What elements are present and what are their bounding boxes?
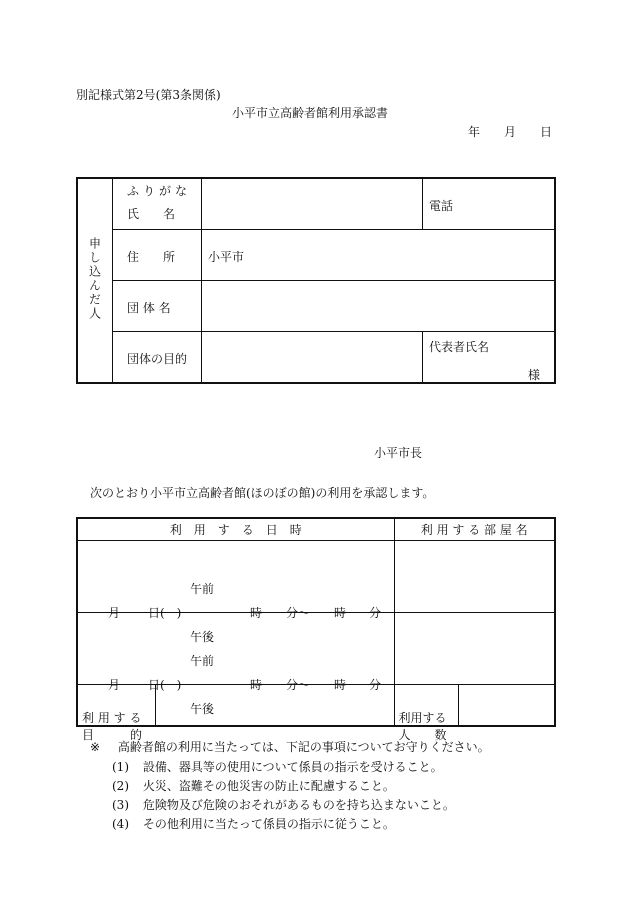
name-field[interactable] (202, 178, 423, 230)
approval-text: 次のとおり小平市立高齢者館(ほのぼの館)の利用を承認します。 (90, 486, 435, 500)
am-label: 午前 (190, 582, 215, 596)
note-mark: ※ (90, 740, 101, 754)
datetime-slot-2[interactable] (77, 612, 394, 716)
people-count-field[interactable] (458, 684, 555, 726)
day-label: 日( ) (148, 606, 182, 620)
hour-label: 時 (250, 606, 263, 620)
minute-to-label: 分 (369, 678, 382, 692)
hour-to-label: 時 (334, 606, 347, 620)
minute-from-label: 分〜 (286, 678, 311, 692)
note-item-1 (112, 758, 443, 775)
minute-from-label: 分〜 (286, 606, 311, 620)
people-label-cell (394, 684, 458, 742)
address-label-cell (113, 230, 202, 281)
note-num: (3) (112, 798, 129, 812)
address-value: 小平市 (208, 250, 245, 264)
room-field-1[interactable] (394, 540, 555, 612)
note-text: 火災、盗難その他災害の防止に配慮すること。 (142, 779, 395, 793)
note-num: (2) (112, 779, 129, 793)
datetime-slot-1[interactable] (77, 540, 394, 644)
note-num: (4) (112, 817, 129, 831)
notes-intro (90, 738, 490, 755)
am-label: 午前 (190, 654, 215, 668)
date-year: 年 (468, 125, 481, 139)
group-purpose-label: 団体の目的 (127, 352, 188, 366)
notes-intro-text: 高齢者館の利用に当たっては、下記の事項についてお守りください。 (117, 740, 490, 754)
usage-purpose-label-1: 利 用 す る (82, 710, 142, 725)
name-label-cell (113, 178, 202, 230)
hour-to-label: 時 (334, 678, 347, 692)
address-label: 住 所 (127, 250, 176, 264)
form-id: 別記様式第2号(第3条関係) (76, 88, 221, 102)
purpose-label-cell (113, 332, 202, 384)
phone-field[interactable] (423, 178, 556, 230)
room-field-2[interactable] (394, 612, 555, 684)
month-label: 月 (108, 606, 121, 620)
pm-label: 午後 (190, 630, 215, 644)
group-label-cell (113, 281, 202, 332)
phone-label: 電話 (429, 199, 454, 213)
address-field[interactable] (202, 230, 556, 281)
usage-purpose-label-2: 目 的 (82, 727, 143, 742)
minute-to-label: 分 (369, 606, 382, 620)
note-num: (1) (112, 760, 129, 774)
month-label: 月 (108, 678, 121, 692)
name-label: 氏 名 (127, 207, 176, 221)
group-label: 団 体 名 (127, 301, 171, 315)
people-label-2: 人 数 (398, 727, 447, 742)
representative-field[interactable] (423, 332, 556, 384)
day-label: 日( ) (148, 678, 182, 692)
date-month: 月 (504, 125, 517, 139)
note-item-2 (112, 777, 395, 794)
note-text: その他利用に当たって係員の指示に従うこと。 (142, 817, 395, 831)
applicant-side-label: 申し込んだ人 (77, 178, 113, 383)
applicant-table (76, 177, 556, 384)
representative-label: 代表者氏名 (429, 340, 490, 354)
mayor-label: 小平市長 (374, 446, 423, 460)
document-title: 小平市立高齢者館利用承認書 (232, 106, 389, 120)
usage-table (76, 517, 556, 742)
representative-suffix: 様 (527, 368, 540, 382)
note-item-3 (112, 796, 455, 813)
pm-label: 午後 (190, 702, 215, 716)
note-item-4 (112, 815, 395, 832)
furigana-label: ふりがな (127, 184, 192, 198)
datetime-header: 利 用 す る 日 時 (77, 518, 394, 540)
group-purpose-field[interactable] (202, 332, 423, 384)
note-text: 設備、器具等の使用について係員の指示を受けること。 (142, 760, 443, 774)
people-label-1: 利用する (398, 710, 447, 725)
note-text: 危険物及び危険のおそれがあるものを持ち込まないこと。 (142, 798, 455, 812)
group-name-field[interactable] (202, 281, 556, 332)
room-header: 利 用 す る 部 屋 名 (394, 518, 555, 540)
date-day: 日 (540, 125, 553, 139)
hour-label: 時 (250, 678, 263, 692)
